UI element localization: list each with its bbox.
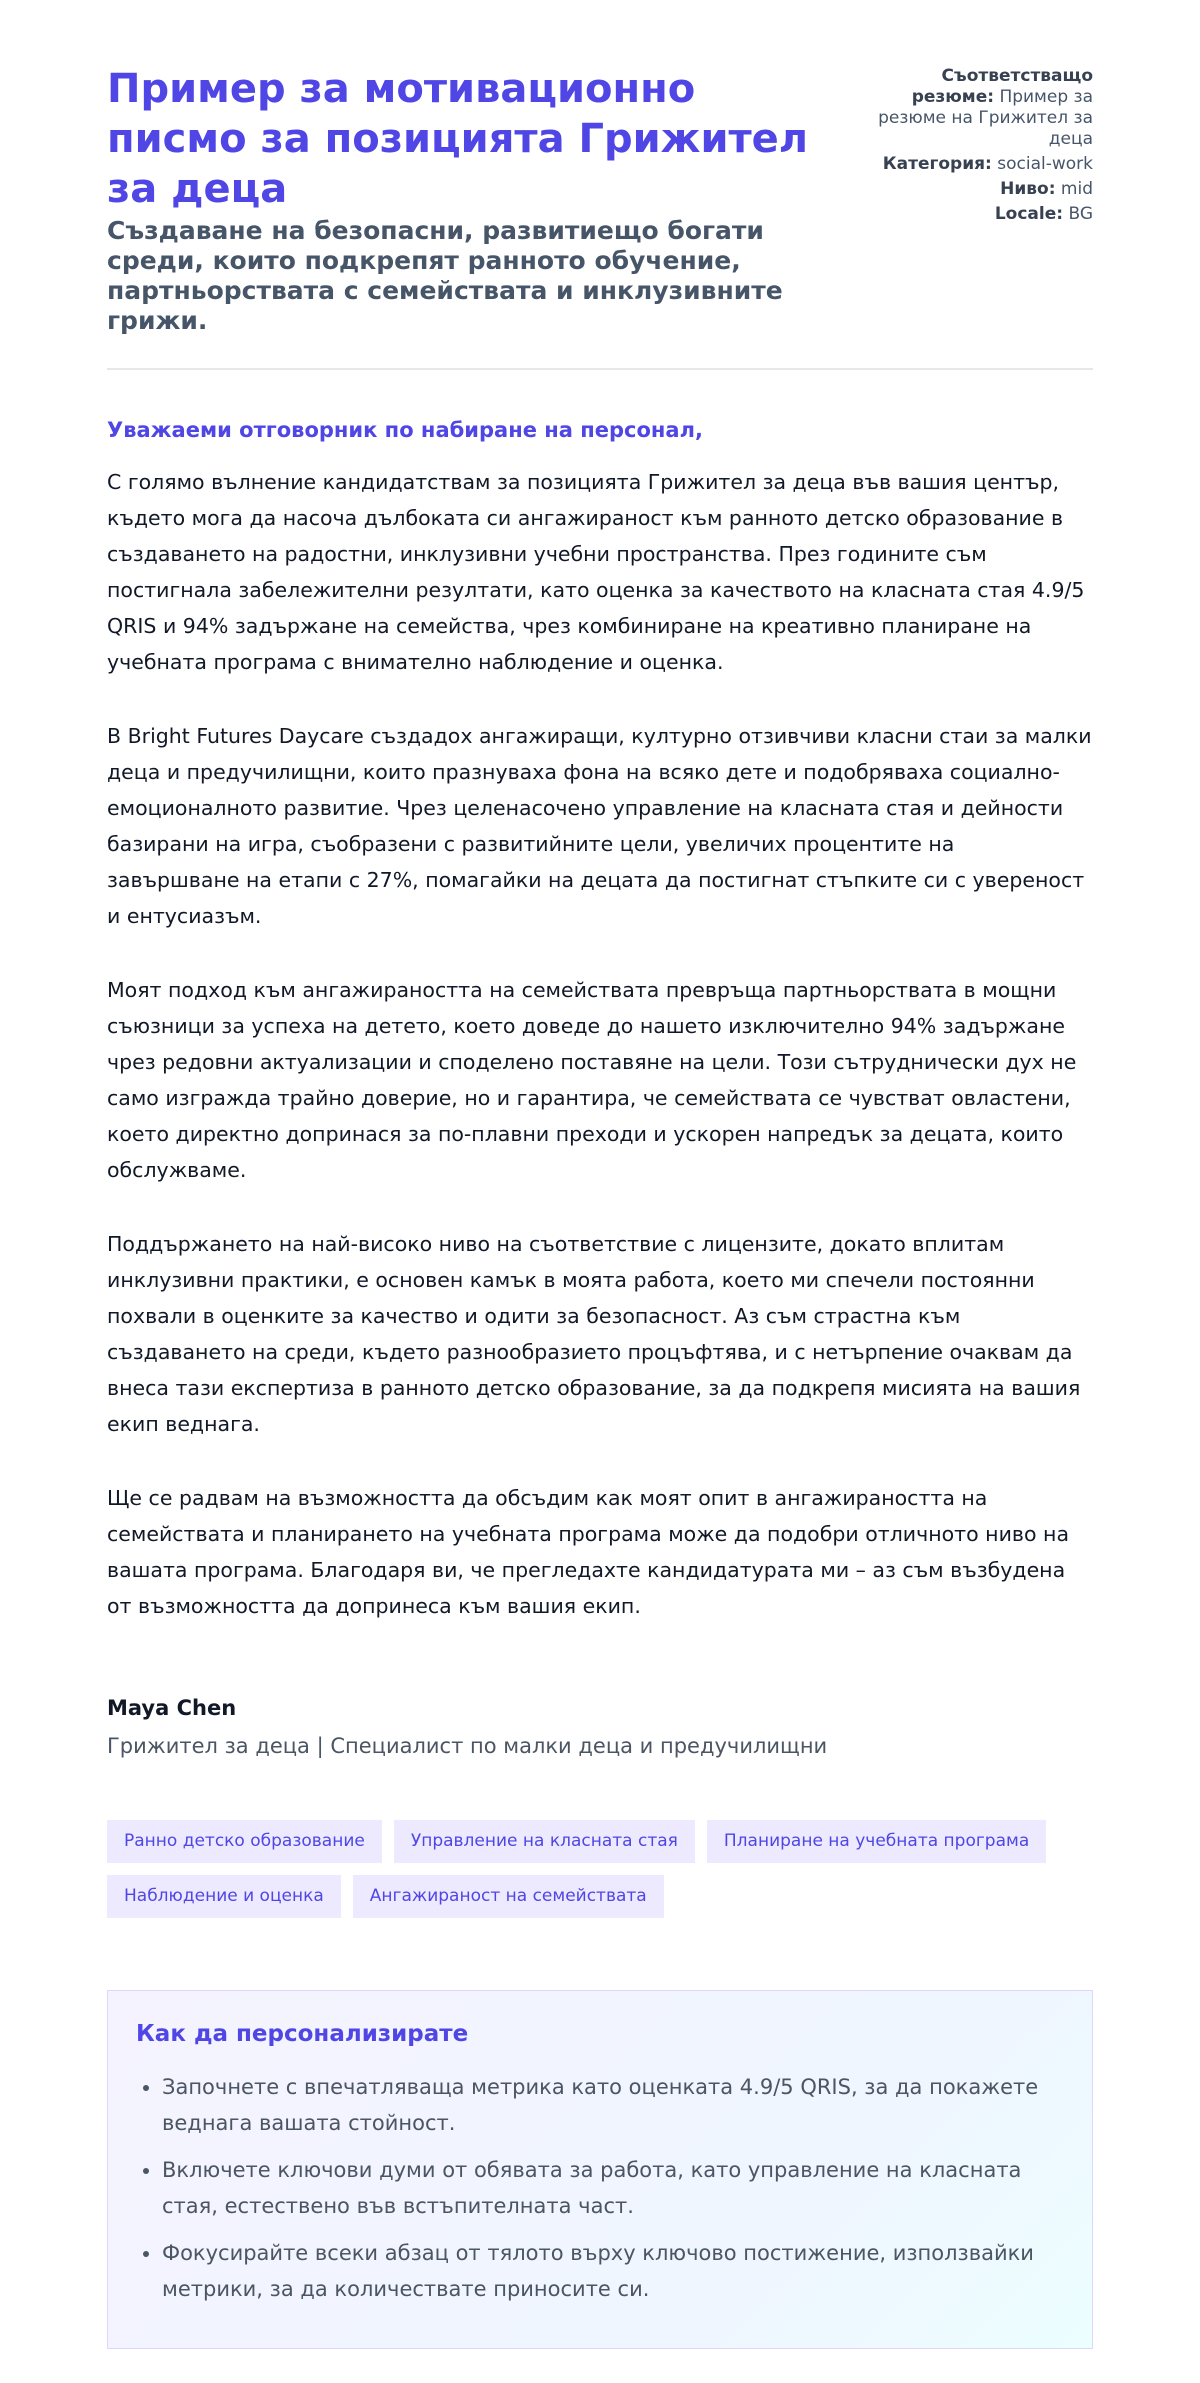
- meta-label: Категория:: [882, 154, 992, 174]
- letter-paragraph: В Bright Futures Daycare създадох ангажиращи, културно отзивчиви класни стаи за малки деца и предучилищни, които празнуваха фона на всяко дете и подобряваха социално-емоционалното развитие. Чрез целенасочено управление на класната стая и дейности базирани на игра, съобразени с развитийните цели, увеличих процентите на завършване на етапи с 27%, помагайки на децата да постигнат стъпките си с увереност и ентусиазъм.: [107, 724, 1092, 928]
- signature-title: Грижител за деца | Специалист по малки деца и предучилищни: [107, 1734, 828, 1758]
- meta-level: [873, 179, 1093, 200]
- meta-value: mid: [1060, 179, 1093, 199]
- signature: [107, 1696, 1093, 1758]
- skill-tag: Ранно детско образование: [107, 1820, 382, 1863]
- meta-value: BG: [1068, 204, 1093, 224]
- meta-locale: [873, 204, 1093, 225]
- tip-item: • Започнете с впечатляваща метрика като оценката 4.9/5 QRIS, за да покажете веднага вашата стойност.: [162, 2069, 1064, 2141]
- tip-item: • Включете ключови думи от обявата за работа, като управление на класната стая, естествено във встъпителната част.: [162, 2152, 1064, 2224]
- skill-tag: Ангажираност на семействата: [353, 1875, 664, 1918]
- meta-value: social-work: [997, 154, 1093, 174]
- letter-body: [107, 464, 1093, 1624]
- skill-tag: Наблюдение и оценка: [107, 1875, 341, 1918]
- tips-title: Как да персонализирате: [136, 2021, 469, 2047]
- title-block: [107, 64, 847, 336]
- skill-tag: Управление на класната стая: [394, 1820, 695, 1863]
- signature-name: Maya Chen: [107, 1696, 237, 1720]
- meta-label: Ниво:: [1000, 179, 1056, 199]
- meta-matching-resume: [873, 66, 1093, 150]
- skill-tag: Планиране на учебната програма: [707, 1820, 1046, 1863]
- letter-paragraph: С голямо вълнение кандидатствам за позицията Грижител за деца във вашия център, където мога да насоча дълбоката си ангажираност към ранното детско образование в създаването на радостни, инклузивни учебни пространства. През годините съм постигнала забележителни резултати, като оценка за качеството на класната стая 4.9/5 QRIS и 94% задържане на семейства, чрез комбиниране на креативно планиране на учебната програма с внимателно наблюдение и оценка.: [107, 470, 1085, 674]
- tips-list: [136, 2069, 1064, 2307]
- skill-tags: [107, 1820, 1067, 1918]
- letter-paragraph: Ще се радвам на възможността да обсъдим как моят опит в ангажираността на семействата и планирането на учебната програма може да подобри отличното ниво на вашата програма. Благодаря ви, че прегледахте кандидатурата ми – аз съм възбудена от възможността да допринеса към вашия екип.: [107, 1486, 1070, 1618]
- customization-tips: [107, 1990, 1093, 2349]
- meta-category: [873, 154, 1093, 175]
- tip-item: • Фокусирайте всеки абзац от тялото върху ключово постижение, използвайки метрики, за да количествате приносите си.: [162, 2235, 1064, 2307]
- page-title: Пример за мотивационно писмо за позицията Грижител за деца: [107, 66, 809, 212]
- page-subtitle: Създаване на безопасни, развитиещо богати среди, които подкрепят ранното обучение, партньорствата с семействата и инклузивните грижи.: [107, 216, 783, 335]
- meta-info: [873, 64, 1093, 229]
- meta-value: Пример за резюме на Грижител за деца: [878, 87, 1093, 149]
- meta-label: Locale:: [994, 204, 1064, 224]
- meta-label: Съответстващо резюме:: [911, 66, 1093, 107]
- salutation: Уважаеми отговорник по набиране на персонал,: [107, 418, 703, 442]
- letter-paragraph: Поддържането на най-високо ниво на съответствие с лицензите, докато вплитам инклузивни практики, е основен камък в моята работа, което ми спечели постоянни похвали в оценките за качество и одити за безопасност. Аз съм страстна към създаването на среди, където разнообразието процъфтява, и с нетърпение очаквам да внеса тази експертиза в ранното детско образование, за да подкрепя мисията на вашия екип веднага.: [107, 1232, 1081, 1436]
- cover-letter-page: [107, 0, 1093, 2349]
- page-header: [107, 64, 1093, 370]
- letter-paragraph: Моят подход към ангажираността на семействата превръща партньорствата в мощни съюзници за успеха на детето, което доведе до нашето изключително 94% задържане чрез редовни актуализации и споделено поставяне на цели. Този сътруднически дух не само изгражда трайно доверие, но и гарантира, че семействата се чувстват овластени, което директно допринася за по-плавни преходи и ускорен напредък за децата, които обслужваме.: [107, 978, 1077, 1182]
